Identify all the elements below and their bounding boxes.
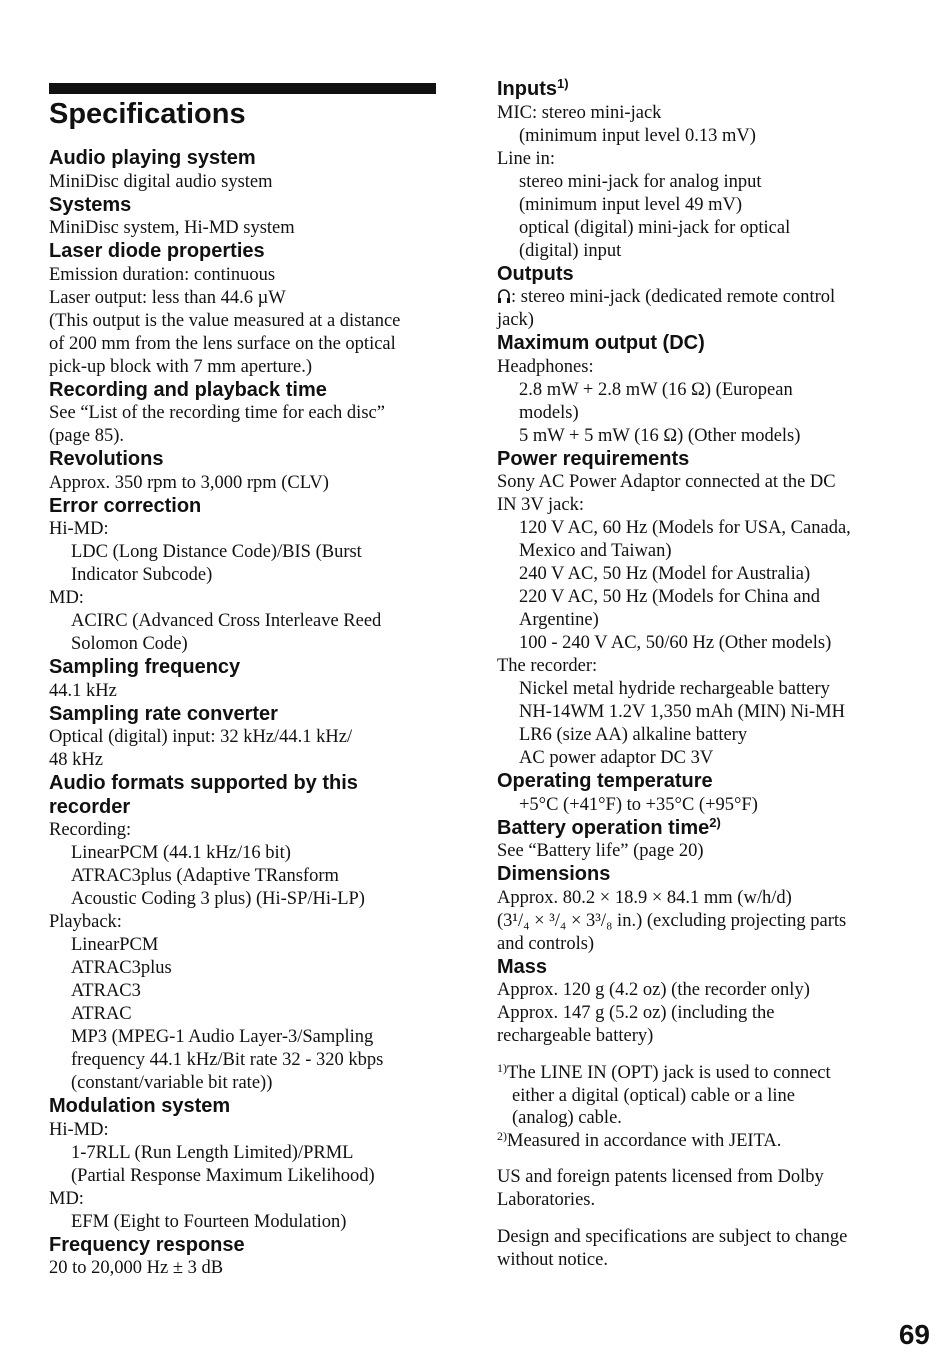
spec-line-text: MiniDisc system, Hi-MD system (49, 218, 295, 238)
spec-line-text: See “List of the recording time for each disc” (49, 403, 385, 423)
spec-line (49, 749, 439, 772)
spec-line-text: Optical (digital) input: 32 kHz/44.1 kHz/ (49, 727, 353, 747)
right-column (497, 78, 897, 1272)
spec-heading-text: Laser diode properties (49, 240, 265, 262)
footnote-text: Measured in accordance with JEITA. (507, 1130, 782, 1151)
footnote-line (497, 1107, 897, 1130)
note-line: US and foreign patents licensed from Dolby (497, 1167, 824, 1187)
spec-heading-text: recorder (49, 795, 131, 818)
spec-detail-line: LinearPCM (71, 935, 159, 955)
page-title: Specifications (49, 98, 246, 130)
spec-line-text: Emission duration: continuous (49, 264, 276, 285)
spec-detail-line: LinearPCM (44.1 kHz/16 bit) (71, 843, 291, 863)
spec-line-text: Hi-MD: (49, 519, 109, 539)
paragraph-gap (497, 1152, 897, 1166)
footnote-text: either a digital (optical) cable or a line (512, 1085, 796, 1106)
spec-line-text: MiniDisc digital audio system (49, 171, 273, 192)
spec-detail-line: LR6 (size AA) alkaline battery (519, 725, 748, 745)
footnote-marker: 1) (497, 1061, 507, 1075)
spec-detail-line: stereo mini-jack for analog input (519, 171, 762, 192)
footnotes (497, 1062, 897, 1152)
spec-line (49, 310, 439, 333)
spec-detail-line: 100 - 240 V AC, 50/60 Hz (Other models) (519, 633, 832, 653)
title-rule (49, 83, 436, 94)
spec-line (497, 655, 897, 678)
spec-line-text: Approx. 350 rpm to 3,000 rpm (CLV) (49, 472, 329, 493)
spec-line-text: Approx. 147 g (5.2 oz) (including the (497, 1003, 775, 1023)
spec-heading (497, 332, 897, 356)
spec-heading (497, 770, 897, 794)
spec-detail-line: optical (digital) mini-jack for optical (519, 217, 791, 238)
spec-line-text: Approx. 80.2 × 18.9 × 84.1 mm (w/h/d) (497, 887, 792, 908)
spec-detail-line: Solomon Code) (71, 634, 188, 654)
spec-heading-text: Dimensions (497, 863, 611, 885)
spec-line (497, 840, 897, 863)
paragraph-gap (497, 1212, 897, 1226)
spec-line (49, 171, 439, 194)
spec-detail-line: models) (519, 402, 579, 423)
spec-line-text: Approx. 120 g (4.2 oz) (the recorder only) (497, 980, 810, 1000)
spec-detail-line: Argentine) (519, 610, 599, 630)
spec-line (497, 286, 897, 309)
spec-detail-line: 240 V AC, 50 Hz (Model for Australia) (519, 564, 811, 584)
spec-detail-line: (digital) input (519, 240, 622, 261)
spec-line-text: MD: (49, 588, 84, 608)
spec-heading (49, 495, 439, 519)
spec-heading-text: Modulation system (49, 1095, 231, 1117)
spec-line (497, 356, 897, 379)
spec-line-text: 20 to 20,000 Hz ± 3 dB (49, 1258, 224, 1278)
spec-detail-line: ATRAC (71, 1004, 132, 1024)
spec-detail-line: (Partial Response Maximum Likelihood) (71, 1165, 375, 1186)
spec-heading (49, 147, 439, 171)
spec-line (49, 402, 439, 425)
spec-heading-text: Inputs (497, 78, 557, 100)
footnote-line (497, 1062, 897, 1085)
spec-detail-line: 5 mW + 5 mW (16 Ω) (Other models) (519, 425, 801, 446)
spec-heading-text: Recording and playback time (49, 378, 327, 401)
footnote-line (497, 1130, 897, 1153)
spec-detail-line: frequency 44.1 kHz/Bit rate 32 - 320 kbps (71, 1050, 384, 1070)
spec-heading (49, 240, 439, 264)
spec-detail-line: MP3 (MPEG-1 Audio Layer-3/Sampling (71, 1027, 374, 1047)
spec-line (497, 471, 897, 494)
spec-heading-text: Mass (497, 955, 548, 978)
spec-line-text: 44.1 kHz (49, 680, 117, 701)
spec-line (497, 148, 897, 171)
spec-line-text: Line in: (497, 148, 556, 169)
spec-heading (497, 448, 897, 472)
spec-detail-line: (minimum input level 49 mV) (519, 194, 743, 215)
spec-heading-text: Sampling rate converter (49, 702, 278, 725)
spec-line-text: jack) (497, 310, 534, 330)
spec-heading (497, 814, 897, 841)
spec-detail-line: 1-7RLL (Run Length Limited)/PRML (71, 1142, 354, 1163)
spec-heading (49, 772, 439, 796)
spec-detail-line: (constant/variable bit rate)) (71, 1073, 273, 1093)
spec-heading-text: Battery operation time (497, 816, 710, 839)
spec-line (49, 911, 439, 934)
spec-line-text: 48 kHz (49, 750, 103, 770)
spec-line-text: MD: (49, 1188, 84, 1209)
spec-detail-line: AC power adaptor DC 3V (519, 748, 714, 768)
footnote-marker: 2) (497, 1128, 507, 1143)
spec-heading-text: Error correction (49, 494, 202, 517)
spec-line (49, 217, 439, 240)
spec-line (49, 356, 439, 379)
spec-line (497, 979, 897, 1002)
spec-detail-line: Nickel metal hydride rechargeable battery (519, 679, 830, 699)
spec-line-text: Playback: (49, 912, 122, 932)
page-number: 69 (898, 1319, 930, 1350)
spec-line-text: of 200 mm from the lens surface on the optical (49, 333, 396, 354)
spec-detail-line: ATRAC3 (71, 981, 141, 1001)
spec-line (49, 472, 439, 495)
spec-line-text: and controls) (497, 933, 595, 954)
spec-detail-line: Acoustic Coding 3 plus) (Hi-SP/Hi-LP) (71, 889, 365, 909)
spec-detail-line: ATRAC3plus (71, 958, 172, 978)
spec-heading-text: Audio formats supported by this (49, 772, 358, 794)
spec-line (49, 518, 439, 541)
note-line: without notice. (497, 1250, 608, 1270)
spec-detail-line: 2.8 mW + 2.8 mW (16 Ω) (European (519, 379, 793, 400)
spec-line (497, 494, 897, 517)
spec-heading-text: Sampling frequency (49, 656, 241, 678)
spec-line-text: : stereo mini-jack (dedicated remote control (511, 287, 836, 307)
spec-heading (49, 194, 439, 218)
spec-heading-text: Outputs (497, 262, 574, 285)
spec-heading-text: Maximum output (DC) (497, 332, 705, 354)
spec-detail-line: +5°C (+41°F) to +35°C (+95°F) (519, 794, 758, 815)
spec-line (49, 680, 439, 703)
spec-detail-line: ACIRC (Advanced Cross Interleave Reed (71, 611, 382, 631)
spec-line (49, 1257, 439, 1280)
spec-line (49, 264, 439, 287)
spec-line-text: Recording: (49, 820, 132, 840)
spec-detail-line: Mexico and Taiwan) (519, 541, 672, 561)
spec-detail-line: (minimum input level 0.13 mV) (519, 125, 756, 146)
spec-heading (49, 796, 439, 820)
spec-heading (49, 448, 439, 472)
spec-line-text: (This output is the value measured at a distance (49, 310, 401, 331)
footnote-line (497, 1085, 897, 1108)
spec-heading-text: Audio playing system (49, 147, 256, 169)
spec-detail-line: ATRAC3plus (Adaptive TRansform (71, 866, 339, 886)
spec-line (497, 933, 897, 956)
spec-line-text: Hi-MD: (49, 1119, 109, 1140)
spec-line-text: The recorder: (497, 656, 598, 676)
spec-heading (49, 379, 439, 403)
spec-heading (497, 78, 897, 102)
spec-heading-text: Operating temperature (497, 770, 713, 792)
spec-heading-text: Systems (49, 193, 132, 216)
footnote-ref: 1) (557, 76, 569, 91)
spec-heading (49, 1095, 439, 1119)
spec-detail-line: LDC (Long Distance Code)/BIS (Burst (71, 542, 362, 562)
spec-heading (497, 263, 897, 287)
spec-line (497, 309, 897, 332)
spec-detail-line: EFM (Eight to Fourteen Modulation) (71, 1211, 347, 1232)
footnote-ref: 2) (709, 814, 721, 830)
spec-line-text: See “Battery life” (page 20) (497, 841, 704, 861)
spec-line (49, 287, 439, 310)
spec-heading (497, 863, 897, 887)
spec-heading (49, 656, 439, 680)
note-line: Laboratories. (497, 1190, 596, 1210)
spec-line (497, 1025, 897, 1048)
spec-line (49, 425, 439, 448)
footnote-text: (analog) cable. (512, 1108, 622, 1128)
note-line: Design and specifications are subject to change (497, 1227, 848, 1247)
spec-line (49, 819, 439, 842)
spec-line-text: IN 3V jack: (497, 495, 584, 515)
spec-heading (49, 703, 439, 727)
left-column (49, 147, 439, 1280)
spec-line-text: (page 85). (49, 426, 124, 446)
footnote-text: The LINE IN (OPT) jack is used to connect (507, 1063, 831, 1083)
spec-line (497, 887, 897, 910)
headphones-icon (497, 288, 511, 304)
spec-line-text: (3¹/₄ × ³/₄ × 3³/₈ in.) (excluding projecting parts (497, 910, 847, 931)
spec-detail-line: NH-14WM 1.2V 1,350 mAh (MIN) Ni-MH (519, 702, 845, 722)
spec-line-text: pick-up block with 7 mm aperture.) (49, 356, 313, 377)
spec-detail-line: 220 V AC, 50 Hz (Models for China and (519, 587, 820, 607)
spec-heading-text: Frequency response (49, 1233, 245, 1256)
spec-line (49, 1119, 439, 1142)
spec-line (49, 333, 439, 356)
spec-heading-text: Power requirements (497, 447, 690, 470)
spec-heading (49, 1234, 439, 1258)
spec-line-text: MIC: stereo mini-jack (497, 102, 662, 123)
spec-heading (497, 956, 897, 980)
spec-line (497, 910, 897, 933)
spec-line (49, 726, 439, 749)
spec-detail-line: Indicator Subcode) (71, 565, 213, 585)
spec-line (49, 1188, 439, 1211)
spec-line-text: rechargeable battery) (497, 1026, 654, 1046)
spec-line (497, 102, 897, 125)
spec-line-text: Sony AC Power Adaptor connected at the DC (497, 472, 836, 492)
spec-line (49, 587, 439, 610)
spec-line-text: Headphones: (497, 356, 594, 377)
spec-line-text: Laser output: less than 44.6 µW (49, 287, 286, 308)
spec-detail-line: 120 V AC, 60 Hz (Models for USA, Canada, (519, 518, 851, 538)
spec-heading-text: Revolutions (49, 448, 164, 470)
spec-line (497, 1002, 897, 1025)
